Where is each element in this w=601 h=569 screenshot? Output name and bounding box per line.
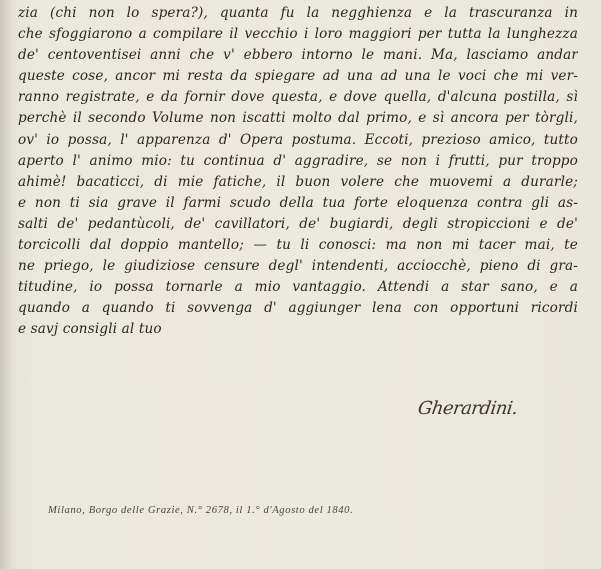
text-line: torcicolli dal doppio mantello; — tu li conosci: ma non mi tacer mai, te (18, 237, 578, 254)
imprint-line: Milano, Borgo delle Grazie, N.° 2678, il 1.° d'Agosto del 1840. (48, 505, 354, 516)
text-line: ahimè! bacaticci, di mie fatiche, il buon volere che muovemi a durarle; (18, 173, 578, 190)
text-line: queste cose, ancor mi resta da spiegare ad una ad una le voci che mi ver- (18, 68, 578, 85)
text-line: ranno registrate, e da fornir dove questa, e dove quella, d'alcuna postilla, sì (18, 89, 578, 106)
text-line: ne priego, le giudiziose censure degl' intendenti, acciocchè, pieno di gra- (18, 258, 578, 275)
text-line: che sfoggiarono a compilare il vecchio i loro maggiori per tutta la lunghezza (18, 26, 578, 43)
text-line: aperto l' animo mio: tu continua d' aggradire, se non i frutti, pur troppo (18, 152, 578, 169)
text-line: de' centoventisei anni che v' ebbero intorno le mani. Ma, lasciamo andar (18, 47, 578, 64)
text-line: zia (chi non lo spera?), quanta fu la negghienza e la trascuranza in (18, 5, 578, 21)
letter-body (18, 3, 578, 341)
text-line: quando a quando ti sovvenga d' aggiunger lena con opportuni ricordi (18, 300, 578, 317)
text-line: salti de' pedantùcoli, de' cavillatori, de' bugiardi, degli stropiccioni e de' (18, 215, 578, 232)
text-line: e non ti sia grave il farmi scudo della tua forte eloquenza contra gli as- (18, 194, 578, 211)
text-line-last: e savj consigli al tuo (18, 321, 162, 338)
page-gutter-shadow (0, 0, 14, 569)
text-line: titudine, io possa tornarle a mio vantaggio. Attendi a star sano, e a (18, 279, 578, 296)
author-signature: Gherardini. (416, 398, 519, 419)
text-line: ov' io possa, l' apparenza d' Opera postuma. Eccoti, prezioso amico, tutto (18, 131, 578, 148)
text-line: perchè il secondo Volume non iscatti molto dal primo, e sì ancora per tòrgli, (18, 110, 578, 127)
